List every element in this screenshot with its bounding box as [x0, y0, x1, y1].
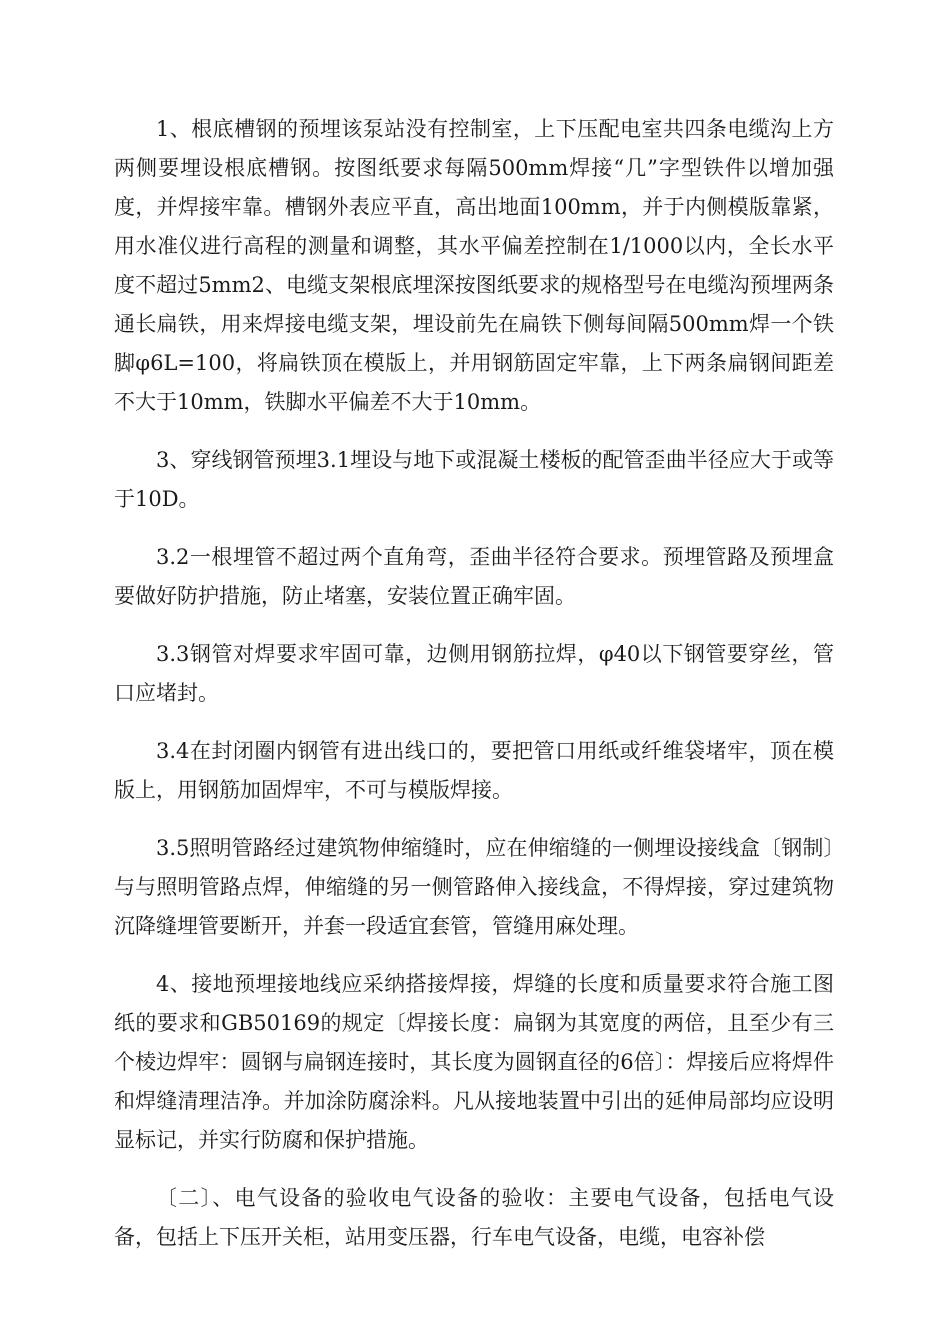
paragraph-equipment-acceptance: 〔二〕、电气设备的验收电气设备的验收：主要电气设备，包括电气设备，包括上下压开关柜，站用变压器，行车电气设备，电缆，电容补偿 [114, 1186, 834, 1249]
document-body [114, 110, 834, 1276]
paragraph-conduit-3-3: 3.3钢管对焊要求牢固可靠，边侧用钢筋拉焊，φ40以下钢管要穿丝，管口应堵封。 [114, 642, 834, 705]
paragraph-conduit-3-2: 3.2一根埋管不超过两个直角弯，歪曲半径符合要求。预埋管路及预埋盒要做好防护措施，防止堵塞，安装位置正确牢固。 [114, 545, 834, 608]
paragraph-conduit-embedding: 3、穿线钢管预埋3.1埋设与地下或混凝土楼板的配管歪曲半径应大于或等于10D。 [114, 448, 834, 511]
paragraph-foundation-channel-steel: 1、根底槽钢的预埋该泵站没有控制室，上下压配电室共四条电缆沟上方两侧要埋设根底槽钢。按图纸要求每隔500mm焊接“几”字型铁件以增加强度，并焊接牢靠。槽钢外表应平直，高出地面100mm，并于内侧模版靠紧，用水准仪进行高程的测量和调整，其水平偏差控制在1/1000以内，全长水平度不超过5mm2、电缆支架根底埋深按图纸要求的规格型号在电缆沟预埋两条通长扁铁，用来焊接电缆支架，埋设前先在扁铁下侧每间隔500mm焊一个铁脚φ6L=100，将扁铁顶在模版上，并用钢筋固定牢靠，上下两条扁钢间距差不大于10mm，铁脚水平偏差不大于10mm。 [114, 117, 834, 414]
paragraph-conduit-3-5: 3.5照明管路经过建筑物伸缩缝时，应在伸缩缝的一侧埋设接线盒〔钢制〕与与照明管路点焊，伸缩缝的另一侧管路伸入接线盒，不得焊接，穿过建筑物沉降缝埋管要断开，并套一段适宜套管，管缝用麻处理。 [114, 836, 834, 938]
paragraph-grounding: 4、接地预埋接地线应采纳搭接焊接，焊缝的长度和质量要求符合施工图纸的要求和GB50169的规定〔焊接长度：扁钢为其宽度的两倍，且至少有三个棱边焊牢：圆钢与扁钢连接时，其长度为圆钢直径的6倍〕：焊接后应将焊件和焊缝清理洁净。并加涂防腐涂料。凡从接地装置中引出的延伸局部均应设明显标记，并实行防腐和保护措施。 [114, 972, 834, 1152]
paragraph-conduit-3-4: 3.4在封闭圈内钢管有进出线口的，要把管口用纸或纤维袋堵牢，顶在模版上，用钢筋加固焊牢，不可与模版焊接。 [114, 739, 834, 802]
